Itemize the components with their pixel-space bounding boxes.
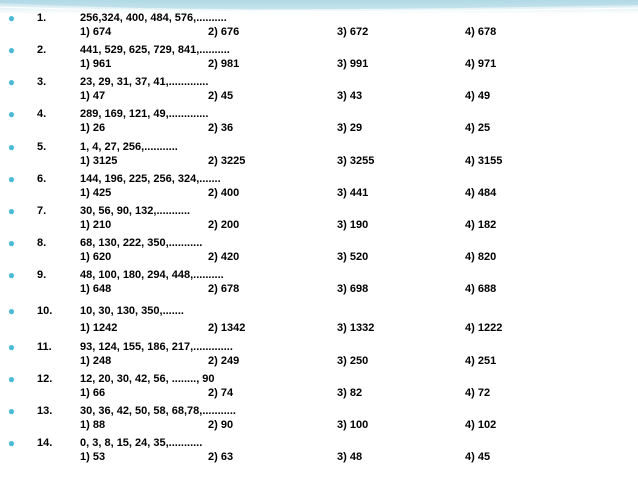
answer-option-3: 3) 3255 — [337, 155, 375, 167]
question-sequence: 93, 124, 155, 186, 217,............. — [80, 341, 233, 353]
answer-option-1: 1) 1242 — [80, 322, 118, 334]
answer-option-3: 3) 520 — [337, 251, 369, 263]
answer-option-4: 4) 820 — [465, 251, 497, 263]
bullet-icon: ● — [7, 268, 16, 282]
answer-option-2: 2) 3225 — [208, 155, 246, 167]
answer-option-4: 4) 49 — [465, 90, 491, 102]
answer-option-3: 3) 1332 — [337, 322, 375, 334]
bullet-icon: ● — [7, 372, 16, 386]
question-number: 2. — [37, 44, 47, 56]
answer-option-2: 2) 981 — [208, 58, 240, 70]
question-number: 8. — [37, 237, 47, 249]
question-sequence: 23, 29, 31, 37, 41,............. — [80, 76, 209, 88]
answer-option-3: 3) 82 — [337, 387, 363, 399]
answer-option-3: 3) 250 — [337, 355, 369, 367]
answer-option-2: 2) 676 — [208, 26, 240, 38]
answer-option-1: 1) 425 — [80, 187, 112, 199]
answer-option-4: 4) 484 — [465, 187, 497, 199]
question-number: 4. — [37, 108, 47, 120]
question-sequence: 256,324, 400, 484, 576,.......... — [80, 12, 227, 24]
answer-option-3: 3) 29 — [337, 122, 363, 134]
answer-option-4: 4) 971 — [465, 58, 497, 70]
question-number: 12. — [37, 373, 53, 385]
answer-option-1: 1) 620 — [80, 251, 112, 263]
answer-option-2: 2) 74 — [208, 387, 234, 399]
answer-option-3: 3) 672 — [337, 26, 369, 38]
question-number: 14. — [37, 437, 53, 449]
question-number: 9. — [37, 269, 47, 281]
answer-option-3: 3) 100 — [337, 419, 369, 431]
bullet-icon: ● — [7, 43, 16, 57]
question-sequence: 144, 196, 225, 256, 324,....... — [80, 173, 221, 185]
answer-option-1: 1) 961 — [80, 58, 112, 70]
question-sequence: 48, 100, 180, 294, 448,.......... — [80, 269, 224, 281]
answer-option-4: 4) 3155 — [465, 155, 503, 167]
answer-option-3: 3) 991 — [337, 58, 369, 70]
answer-option-2: 2) 420 — [208, 251, 240, 263]
answer-option-2: 2) 45 — [208, 90, 234, 102]
answer-option-1: 1) 3125 — [80, 155, 118, 167]
question-number: 1. — [37, 12, 47, 24]
bullet-icon: ● — [7, 204, 16, 218]
answer-option-1: 1) 26 — [80, 122, 106, 134]
question-sequence: 441, 529, 625, 729, 841,.......... — [80, 44, 230, 56]
question-number: 6. — [37, 173, 47, 185]
bullet-icon: ● — [7, 304, 16, 318]
answer-option-4: 4) 251 — [465, 355, 497, 367]
question-number: 11. — [37, 341, 52, 353]
answer-option-3: 3) 43 — [337, 90, 363, 102]
answer-option-4: 4) 678 — [465, 26, 497, 38]
bullet-icon: ● — [7, 172, 16, 186]
answer-option-1: 1) 88 — [80, 419, 106, 431]
answer-option-4: 4) 688 — [465, 283, 497, 295]
answer-option-2: 2) 200 — [208, 219, 240, 231]
question-sequence: 1, 4, 27, 256,........... — [80, 141, 178, 153]
bullet-icon: ● — [7, 436, 16, 450]
bullet-icon: ● — [7, 11, 16, 25]
answer-option-2: 2) 400 — [208, 187, 240, 199]
answer-option-4: 4) 25 — [465, 122, 491, 134]
answer-option-2: 2) 249 — [208, 355, 240, 367]
answer-option-2: 2) 678 — [208, 283, 240, 295]
answer-option-3: 3) 441 — [337, 187, 369, 199]
answer-option-3: 3) 48 — [337, 451, 363, 463]
bullet-icon: ● — [7, 340, 16, 354]
answer-option-1: 1) 210 — [80, 219, 112, 231]
answer-option-2: 2) 90 — [208, 419, 234, 431]
answer-option-2: 2) 36 — [208, 122, 234, 134]
question-sequence: 12, 20, 30, 42, 56, ........, 90 — [80, 373, 215, 385]
question-number: 10. — [37, 305, 53, 317]
question-sequence: 30, 36, 42, 50, 58, 68,78,........... — [80, 405, 236, 417]
answer-option-1: 1) 47 — [80, 90, 106, 102]
bullet-icon: ● — [7, 75, 16, 89]
question-number: 3. — [37, 76, 47, 88]
answer-option-1: 1) 53 — [80, 451, 106, 463]
question-number: 5. — [37, 141, 47, 153]
answer-option-1: 1) 66 — [80, 387, 106, 399]
question-sequence: 289, 169, 121, 49,............. — [80, 108, 209, 120]
bullet-icon: ● — [7, 236, 16, 250]
question-number: 7. — [37, 205, 47, 217]
answer-option-4: 4) 72 — [465, 387, 491, 399]
answer-option-1: 1) 648 — [80, 283, 112, 295]
answer-option-1: 1) 674 — [80, 26, 112, 38]
answer-option-4: 4) 102 — [465, 419, 497, 431]
answer-option-4: 4) 182 — [465, 219, 497, 231]
answer-option-3: 3) 698 — [337, 283, 369, 295]
answer-option-1: 1) 248 — [80, 355, 112, 367]
question-number: 13. — [37, 405, 53, 417]
question-sequence: 10, 30, 130, 350,....... — [80, 305, 184, 317]
answer-option-4: 4) 1222 — [465, 322, 503, 334]
answer-option-2: 2) 1342 — [208, 322, 246, 334]
answer-option-4: 4) 45 — [465, 451, 491, 463]
bullet-icon: ● — [7, 404, 16, 418]
answer-option-2: 2) 63 — [208, 451, 234, 463]
answer-option-3: 3) 190 — [337, 219, 369, 231]
question-sequence: 0, 3, 8, 15, 24, 35,........... — [80, 437, 203, 449]
bullet-icon: ● — [7, 107, 16, 121]
question-sequence: 30, 56, 90, 132,........... — [80, 205, 191, 217]
question-sequence: 68, 130, 222, 350,........... — [80, 237, 203, 249]
bullet-icon: ● — [7, 140, 16, 154]
